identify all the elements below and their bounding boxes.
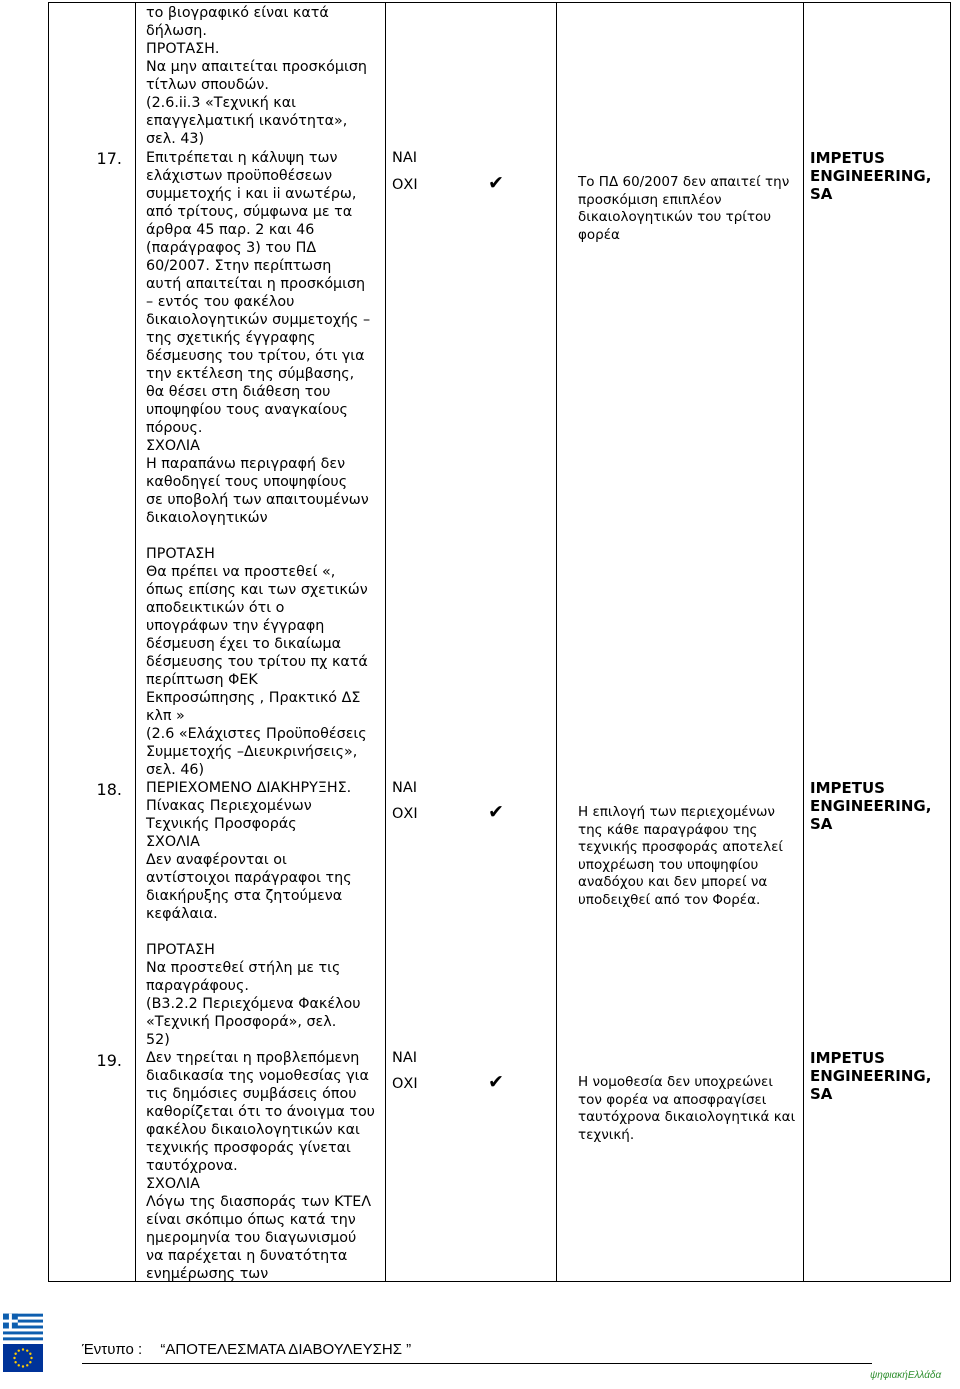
- description-line: υπογράφων την έγγραφη: [146, 618, 325, 634]
- description-line: της σχετικής έγγραφης: [146, 330, 316, 346]
- eu-star: [22, 1348, 24, 1350]
- description-line: αντίστοιχοι παράγραφοι της: [146, 870, 352, 886]
- description-line: ΠΡΟΤΑΣΗ: [146, 942, 215, 958]
- description-line: ΠΡΟΤΑΣΗ: [146, 546, 215, 562]
- row-number: 18.: [96, 780, 122, 799]
- comment-line: Η νομοθεσία δεν υποχρεώνει: [578, 1074, 773, 1090]
- org-line: ENGINEERING,: [810, 797, 932, 815]
- description-line: Να προστεθεί στήλη με τις: [146, 960, 341, 976]
- eu-flag-icon: [3, 1344, 43, 1372]
- org-line: SA: [810, 815, 833, 833]
- comment-line: φορέα: [578, 226, 620, 243]
- description-line: τεχνικής προσφοράς γίνεται: [146, 1140, 351, 1156]
- description-line: κλπ »: [146, 708, 185, 724]
- eu-star: [18, 1364, 20, 1366]
- yes-option: ΝΑΙ: [392, 150, 418, 166]
- description-line: Να μην απαιτείται προσκόμιση: [146, 59, 367, 75]
- description-line: (Β3.2.2 Περιεχόμενα Φακέλου: [146, 996, 361, 1012]
- description-line: διαδικασία της νομοθεσίας για: [146, 1068, 369, 1084]
- org-line: IMPETUS: [810, 1049, 885, 1067]
- comment-line: υποδειχθεί από τον Φορέα.: [578, 891, 761, 908]
- comment-line: της κάθε παραγράφου της: [578, 821, 758, 838]
- description-line: ενημέρωσης των: [146, 1266, 269, 1282]
- description-line: 60/2007. Στην περίπτωση: [146, 258, 332, 274]
- column-divider: [556, 3, 557, 1281]
- description-line: σελ. 43): [146, 131, 205, 147]
- check-mark-icon: ✔: [488, 1071, 504, 1093]
- description-line: πόρους.: [146, 420, 203, 436]
- description-line: επαγγελματική ικανότητα»,: [146, 113, 348, 129]
- eu-star: [18, 1349, 20, 1351]
- description-line: δικαιολογητικών: [146, 510, 268, 526]
- description-line: συμμετοχής i και ii ανωτέρω,: [146, 186, 357, 202]
- row-description: [146, 4, 386, 148]
- row-description: [146, 149, 386, 779]
- comment-line: δικαιολογητικών του τρίτου: [578, 209, 772, 226]
- check-mark-icon: ✔: [488, 801, 504, 823]
- description-line: [146, 527, 386, 545]
- description-line: θα θέσει στη διάθεση του: [146, 384, 331, 400]
- description-line: είναι σκόπιμο όπως κατά την: [146, 1212, 356, 1228]
- comment-line: τεχνικής προσφοράς αποτελεί: [578, 839, 783, 856]
- footer-label: [82, 1341, 411, 1358]
- row-description: [146, 1049, 386, 1283]
- column-divider: [135, 3, 136, 1281]
- submitter-name: [810, 149, 931, 203]
- description-line: ΣΧΟΛΙΑ: [146, 438, 200, 454]
- description-line: δέσμευσης του τρίτου, ότι για: [146, 348, 365, 364]
- description-line: ταυτόχρονα.: [146, 1158, 238, 1174]
- description-line: ημερομηνία του διαγωνισμού: [146, 1230, 357, 1246]
- description-line: να παρέχεται η δυνατότητα: [146, 1248, 348, 1264]
- description-line: ΠΕΡΙΕΧΟΜΕΝΟ ΔΙΑΚΗΡΥΞΗΣ.: [146, 780, 352, 796]
- description-line: καθοδηγεί τους υποψηφίους: [146, 474, 348, 490]
- description-line: Η παραπάνω περιγραφή δεν: [146, 456, 346, 472]
- comment-line: Η επιλογή των περιεχομένων: [578, 804, 775, 820]
- description-line: δέσμευση έχει το δικαίωμα: [146, 636, 342, 652]
- description-line: τις δημόσιες συμβάσεις όπου: [146, 1086, 357, 1102]
- description-line: Επιτρέπεται η κάλυψη των: [146, 150, 338, 166]
- description-line: Θα πρέπει να προστεθεί «,: [146, 564, 336, 580]
- eu-star: [26, 1364, 28, 1366]
- description-line: δέσμευσης του τρίτου πχ κατά: [146, 654, 368, 670]
- check-mark-icon: ✔: [488, 172, 504, 194]
- comment-line: αναδόχου και δεν μπορεί να: [578, 874, 768, 891]
- description-line: Τεχνικής Προσφοράς: [146, 816, 297, 832]
- description-line: ΠΡΟΤΑΣΗ.: [146, 41, 220, 57]
- description-line: Εκπροσώπησης , Πρακτικό ΔΣ: [146, 690, 361, 706]
- row-number: 17.: [96, 149, 122, 168]
- org-line: ENGINEERING,: [810, 167, 932, 185]
- org-line: IMPETUS: [810, 149, 885, 167]
- org-line: ENGINEERING,: [810, 1067, 932, 1085]
- description-line: άρθρα 45 παρ. 2 και 46: [146, 222, 315, 238]
- comment-line: τεχνική.: [578, 1126, 635, 1143]
- description-line: δήλωση.: [146, 23, 207, 39]
- comment-line: τον φορέα να αποσφραγίσει: [578, 1091, 767, 1108]
- eu-star: [30, 1357, 32, 1359]
- column-divider: [803, 3, 804, 1281]
- form-label: Έντυπο :: [82, 1341, 143, 1358]
- description-line: το βιογραφικό είναι κατά: [146, 5, 329, 21]
- description-line: παραγράφους.: [146, 978, 249, 994]
- description-line: όπως επίσης και των σχετικών: [146, 582, 368, 598]
- eu-star: [14, 1361, 16, 1363]
- description-line: αποδεικτικών ότι ο: [146, 600, 285, 616]
- description-line: ΣΧΟΛΙΑ: [146, 1176, 200, 1192]
- org-line: SA: [810, 1085, 833, 1103]
- no-option: ΟΧΙ: [392, 1076, 418, 1092]
- org-line: SA: [810, 185, 833, 203]
- submitter-name: [810, 779, 931, 833]
- description-line: [146, 923, 386, 941]
- description-line: ελάχιστων προϋποθέσεων: [146, 168, 333, 184]
- description-line: – εντός του φακέλου: [146, 294, 295, 310]
- description-line: δικαιολογητικών συμμετοχής –: [146, 312, 371, 328]
- description-line: σε υποβολή των απαιτουμένων: [146, 492, 369, 508]
- description-line: περίπτωση ΦΕΚ: [146, 672, 258, 688]
- row-number: 19.: [96, 1051, 122, 1070]
- description-line: αυτή απαιτείται η προσκόμιση: [146, 276, 366, 292]
- yes-option: ΝΑΙ: [392, 1050, 418, 1066]
- no-option: ΟΧΙ: [392, 806, 418, 822]
- description-line: Λόγω της διασποράς των ΚΤΕΛ: [146, 1194, 372, 1210]
- description-line: σελ. 46): [146, 762, 205, 778]
- comment-line: Το ΠΔ 60/2007 δεν απαιτεί την: [578, 174, 790, 190]
- form-title: “ΑΠΟΤΕΛΕΣΜΑΤΑ ΔΙΑΒΟΥΛΕΥΣΗΣ ”: [160, 1341, 412, 1358]
- description-line: Δεν τηρείται η προβλεπόμενη: [146, 1050, 360, 1066]
- description-line: 52): [146, 1032, 170, 1048]
- org-line: IMPETUS: [810, 779, 885, 797]
- description-line: «Τεχνική Προσφορά», σελ.: [146, 1014, 337, 1030]
- description-line: καθορίζεται ότι το άνοιγμα του: [146, 1104, 375, 1120]
- description-line: την εκτέλεση της σύμβασης,: [146, 366, 355, 382]
- description-line: (παράγραφος 3) του ΠΔ: [146, 240, 317, 256]
- description-line: τίτλων σπουδών.: [146, 77, 269, 93]
- eu-star: [22, 1365, 24, 1367]
- description-line: ΣΧΟΛΙΑ: [146, 834, 200, 850]
- description-line: (2.6 «Ελάχιστες Προϋποθέσεις: [146, 726, 367, 742]
- digital-greece-logo: ψηφιακήΕλλάδα: [870, 1370, 942, 1381]
- description-line: από τρίτους, σύμφωνα με τα: [146, 204, 353, 220]
- comment-line: ταυτόχρονα δικαιολογητικά και: [578, 1109, 796, 1126]
- no-option: ΟΧΙ: [392, 177, 418, 193]
- description-line: υποψηφίου τους αναγκαίους: [146, 402, 348, 418]
- comment-line: προσκόμιση επιπλέον: [578, 191, 722, 208]
- eu-star: [13, 1357, 15, 1359]
- description-line: φακέλου δικαιολογητικών και: [146, 1122, 360, 1138]
- response-comment: [578, 1074, 796, 1144]
- eu-star: [29, 1361, 31, 1363]
- description-line: κεφάλαια.: [146, 906, 218, 922]
- row-description: [146, 779, 386, 1049]
- eu-star: [14, 1353, 16, 1355]
- footer-divider: [82, 1363, 872, 1364]
- comment-line: υποχρέωση του υποψηφίου: [578, 856, 759, 873]
- description-line: Συμμετοχής –Διευκρινήσεις»,: [146, 744, 358, 760]
- description-line: διακήρυξης στα ζητούμενα: [146, 888, 343, 904]
- eu-star: [29, 1353, 31, 1355]
- description-line: Δεν αναφέρονται οι: [146, 852, 287, 868]
- eu-star: [26, 1349, 28, 1351]
- submitter-name: [810, 1049, 931, 1103]
- response-comment: [578, 174, 790, 244]
- greek-flag-icon: [3, 1313, 43, 1341]
- response-comment: [578, 804, 790, 910]
- description-line: Πίνακας Περιεχομένων: [146, 798, 312, 814]
- description-line: (2.6.ii.3 «Τεχνική και: [146, 95, 296, 111]
- yes-option: ΝΑΙ: [392, 780, 418, 796]
